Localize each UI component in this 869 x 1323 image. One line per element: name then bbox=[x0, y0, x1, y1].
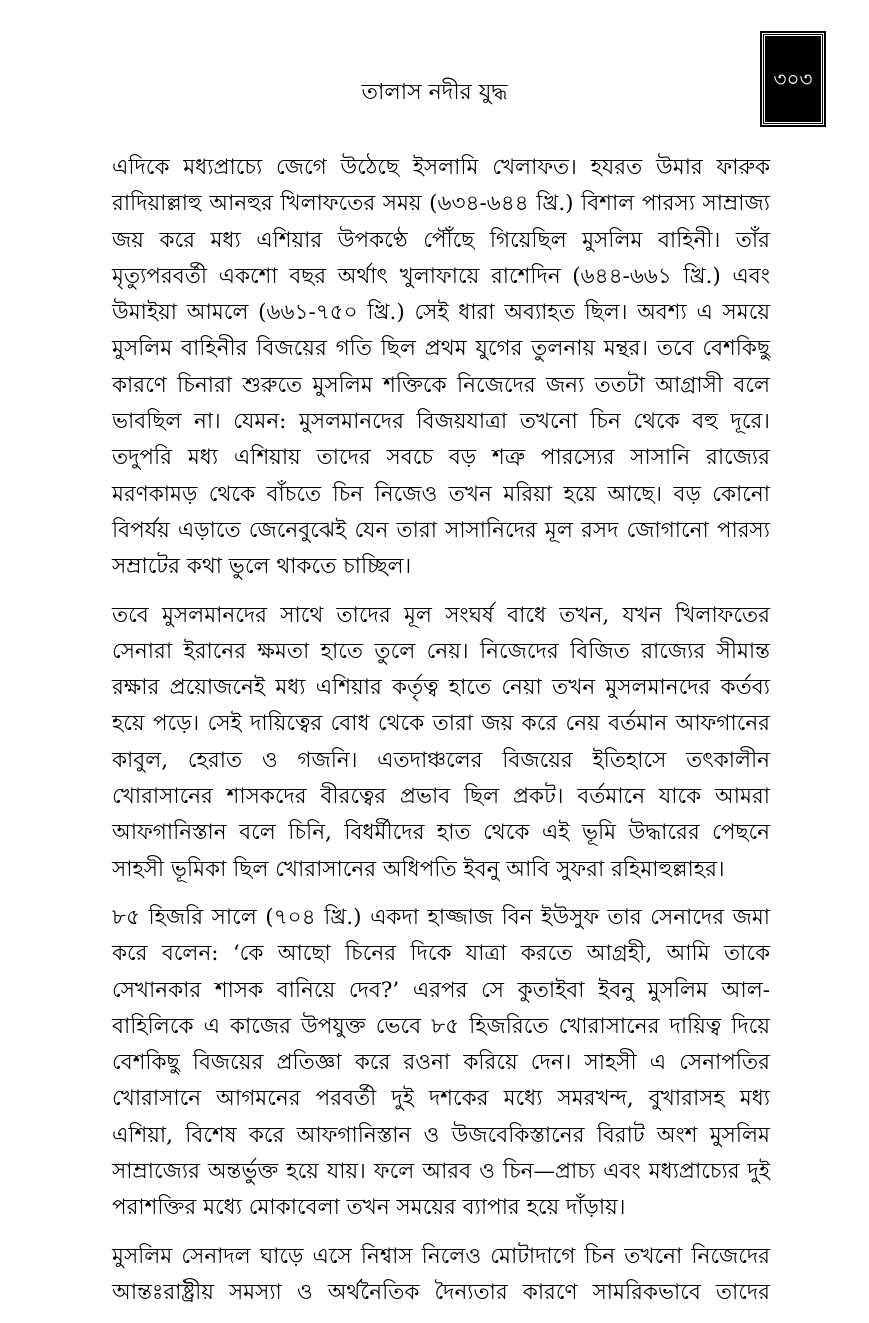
running-header: তালাস নদীর যুদ্ধ bbox=[361, 80, 508, 105]
paragraph-4: মুসলিম সেনাদল ঘাড়ে এসে নিশ্বাস নিলেও মোটাদাগে চিন তখনো নিজেদের আন্তঃরাষ্ট্রীয় সমস্যা ও অর্থনৈতিক দৈন্যতার কারণে সামরিকভাবে তাদের bbox=[112, 1243, 770, 1305]
page-number-box bbox=[762, 33, 824, 125]
paragraph-3: ৮৫ হিজরি সালে (৭০৪ খ্রি.) একদা হাজ্জাজ বিন ইউসুফ তার সেনাদের জমা করে বলেন: ‘কে আছো চিনের দিকে যাত্রা করতে আগ্রহী, আমি তাকে সেখানকার শাসক বানিয়ে দেব?’ এরপর সে কুতাইবা ইবনু মুসলিম আল-বাহিলিকে এ কাজের উপযুক্ত ভেবে ৮৫ হিজরিতে খোরাসানের দায়িত্ব দিয়ে বেশকিছু বিজয়ের প্রতিজ্ঞা করে রওনা করিয়ে দেন। সাহসী এ সেনাপতির খোরাসানে আগমনের পরবর্তী দুই দশকের মধ্যে সমরখন্দ, বুখারাসহ মধ্য এশিয়া, বিশেষ করে আফগানিস্তান ও উজবেকিস্তানের বিরাট অংশ মুসলিম সাম্রাজ্যের অন্তর্ভুক্ত হয়ে যায়। ফলে আরব ও চিন—প্রাচ্য এবং মধ্যপ্রাচ্যের দুই পরাশক্তির মধ্যে মোকাবেলা তখন সময়ের ব্যাপার হয়ে দাঁড়ায়। bbox=[112, 904, 770, 1221]
paragraph-2: তবে মুসলমানদের সাথে তাদের মূল সংঘর্ষ বাধে তখন, যখন খিলাফতের সেনারা ইরানের ক্ষমতা হাতে তুলে নেয়। নিজেদের বিজিত রাজ্যের সীমান্ত রক্ষার প্রয়োজনেই মধ্য এশিয়ার কর্তৃত্ব হাতে নেয়া তখন মুসলমানদের কর্তব্য হয়ে পড়ে। সেই দায়িত্বের বোধ থেকে তারা জয় করে নেয় বর্তমান আফগানের কাবুল, হেরাত ও গজনি। এতদাঞ্চলের বিজয়ের ইতিহাসে তৎকালীন খোরাসানের শাসকদের বীরত্বের প্রভাব ছিল প্রকট। বর্তমানে যাকে আমরা আফগানিস্তান বলে চিনি, বিধর্মীদের হাত থেকে এই ভূমি উদ্ধারের পেছনে সাহসী ভূমিকা ছিল খোরাসানের অধিপতি ইবনু আবি সুফরা রহিমাহুল্লাহর। bbox=[112, 602, 770, 882]
paragraph-1: এদিকে মধ্যপ্রাচ্যে জেগে উঠেছে ইসলামি খেলাফত। হযরত উমার ফারুক রাদিয়াল্লাহু আনহুর খিলাফতের সময় (৬৩৪-৬৪৪ খ্রি.) বিশাল পারস্য সাম্রাজ্য জয় করে মধ্য এশিয়ার উপকণ্ঠে পৌঁছে গিয়েছিল মুসলিম বাহিনী। তাঁর মৃত্যুপরবর্তী একশো বছর অর্থাৎ খুলাফায়ে রাশেদিন (৬৪৪-৬৬১ খ্রি.) এবং উমাইয়া আমলে (৬৬১-৭৫০ খ্রি.) সেই ধারা অব্যাহত ছিল। অবশ্য এ সময়ে মুসলিম বাহিনীর বিজয়ের গতি ছিল প্রথম যুগের তুলনায় মন্থর। তবে বেশকিছু কারণে চিনারা শুরুতে মুসলিম শক্তিকে নিজেদের জন্য ততটা আগ্রাসী বলে ভাবছিল না। যেমন: মুসলমানদের বিজয়যাত্রা তখনো চিন থেকে বহু দূরে। তদুপরি মধ্য এশিয়ায় তাদের সবচে বড় শত্রু পারস্যের সাসানি রাজ্যের মরণকামড় থেকে বাঁচতে চিন নিজেও তখন মরিয়া হয়ে আছে। বড় কোনো বিপর্যয় এড়াতে জেনেবুঝেই যেন তারা সাসানিদের মূল রসদ জোগানো পারস্য সম্রাটের কথা ভুলে থাকতে চাচ্ছিল। bbox=[112, 155, 770, 580]
page-number: ৩০৩ bbox=[773, 67, 813, 91]
body-text bbox=[112, 150, 770, 1323]
